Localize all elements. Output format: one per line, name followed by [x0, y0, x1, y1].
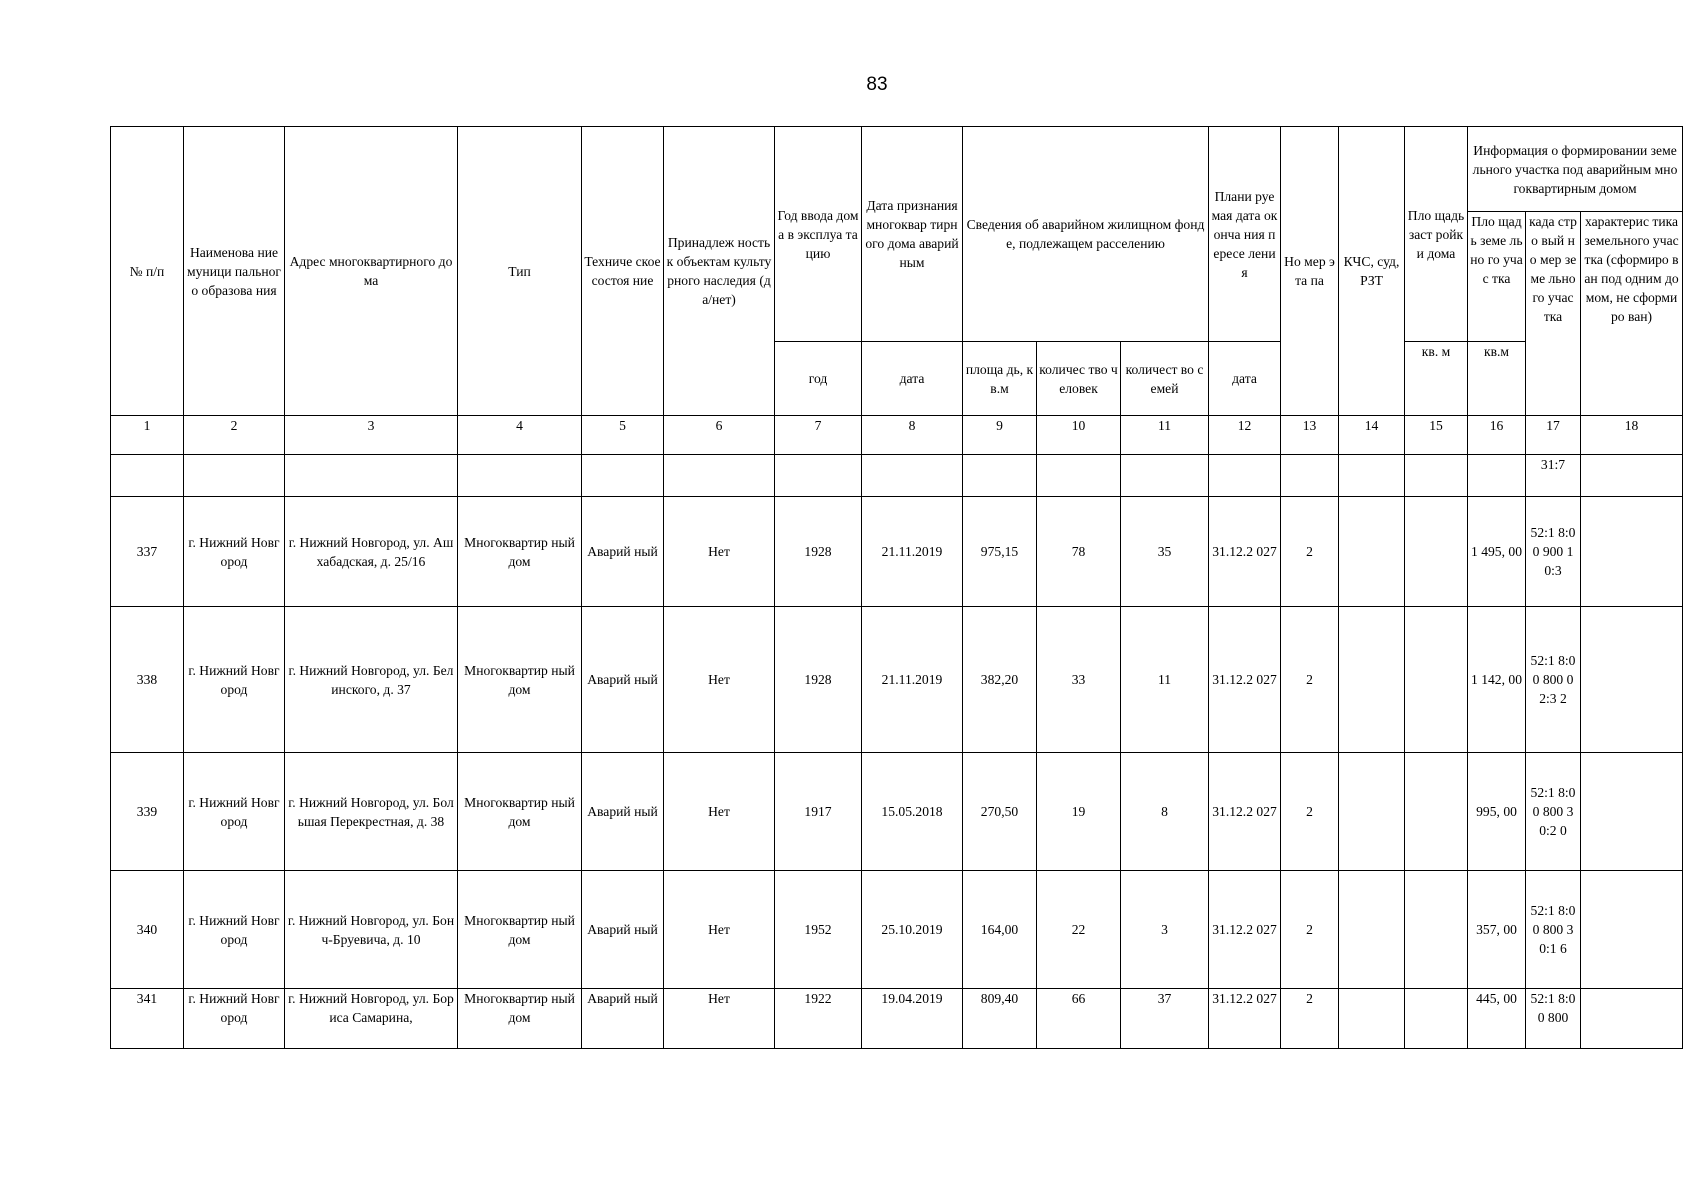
cell-area: 270,50 — [963, 753, 1037, 871]
table-body — [111, 455, 1683, 1049]
col-number: 17 — [1526, 416, 1581, 455]
cell-area: 809,40 — [963, 989, 1037, 1049]
cell-stage: 2 — [1281, 871, 1339, 989]
column-numbers-row — [111, 416, 1683, 455]
table-row — [111, 871, 1683, 989]
cell-municipality: г. Нижний Новгород — [184, 607, 285, 753]
cell-address: г. Нижний Новгород, ул. Бориса Самарина, — [285, 989, 458, 1049]
cell-state: Аварий ный — [582, 497, 664, 607]
cell-year: 1917 — [775, 753, 862, 871]
cell-kchs — [1339, 989, 1405, 1049]
table-row — [111, 753, 1683, 871]
header-sub-date: дата — [862, 342, 963, 416]
cell-heritage: Нет — [664, 497, 775, 607]
col-number: 9 — [963, 416, 1037, 455]
cell-land-char — [1581, 607, 1683, 753]
table-row — [111, 497, 1683, 607]
cell-land-area: 1 142, 00 — [1468, 607, 1526, 753]
cell-kchs — [1339, 753, 1405, 871]
header-municipality: Наименова ние муници пального образова ния — [184, 127, 285, 416]
cell-type: Многоквартир ный дом — [458, 607, 582, 753]
cell-date: 19.04.2019 — [862, 989, 963, 1049]
cell-land-char — [1581, 753, 1683, 871]
header-land-info: Информация о формировании земельного участка под аварийным многоквартирным домом — [1468, 127, 1683, 212]
col-number: 16 — [1468, 416, 1526, 455]
header-number: № п/п — [111, 127, 184, 416]
table-row — [111, 989, 1683, 1049]
header-planned-date: Плани руемая дата оконча ния пересе ления — [1209, 127, 1281, 342]
col-number: 2 — [184, 416, 285, 455]
cell-municipality: г. Нижний Новгород — [184, 753, 285, 871]
cell-cadastral: 52:1 8:00 800 30:2 0 — [1526, 753, 1581, 871]
cell-land-char — [1581, 989, 1683, 1049]
header-date-emergency: Дата признания многоквар тирного дома аварийным — [862, 127, 963, 342]
cell-heritage: Нет — [664, 989, 775, 1049]
cell-cadastral: 52:1 8:00 800 — [1526, 989, 1581, 1049]
cell-number: 337 — [111, 497, 184, 607]
cell-people: 78 — [1037, 497, 1121, 607]
cell-families: 3 — [1121, 871, 1209, 989]
cell-kchs — [1339, 607, 1405, 753]
cell-municipality: г. Нижний Новгород — [184, 871, 285, 989]
cell-planned: 31.12.2 027 — [1209, 497, 1281, 607]
col-number: 8 — [862, 416, 963, 455]
cell-municipality: г. Нижний Новгород — [184, 989, 285, 1049]
cell-heritage: Нет — [664, 607, 775, 753]
cell-people: 19 — [1037, 753, 1121, 871]
header-heritage: Принадлеж ность к объектам культурного наследия (да/нет) — [664, 127, 775, 416]
cell-planned: 31.12.2 027 — [1209, 753, 1281, 871]
continuation-row — [111, 455, 1683, 497]
col-number: 7 — [775, 416, 862, 455]
cell-stage: 2 — [1281, 497, 1339, 607]
cell-stage: 2 — [1281, 753, 1339, 871]
cell-year: 1928 — [775, 607, 862, 753]
cell-date: 21.11.2019 — [862, 497, 963, 607]
col-number: 11 — [1121, 416, 1209, 455]
cell-area: 975,15 — [963, 497, 1037, 607]
header-sub-area: площа дь, кв.м — [963, 342, 1037, 416]
header-land-characteristic: характерис тика земельного участка (сформиро ван под одним домом, не сформиро ван) — [1581, 212, 1683, 416]
cell-cadastral: 52:1 8:00 900 10:3 — [1526, 497, 1581, 607]
cell-built-area — [1405, 753, 1468, 871]
cell-land-char — [1581, 497, 1683, 607]
cell-people: 33 — [1037, 607, 1121, 753]
cell-year: 1952 — [775, 871, 862, 989]
cell-built-area — [1405, 871, 1468, 989]
cell-number: 341 — [111, 989, 184, 1049]
cell-address: г. Нижний Новгород, ул. Белинского, д. 37 — [285, 607, 458, 753]
header-sub-people: количес тво человек — [1037, 342, 1121, 416]
cell-cadastral: 52:1 8:00 800 30:1 6 — [1526, 871, 1581, 989]
col-number: 10 — [1037, 416, 1121, 455]
cell-land-char — [1581, 871, 1683, 989]
header-sub-year: год — [775, 342, 862, 416]
cell-year: 1922 — [775, 989, 862, 1049]
header-sub-families: количест во семей — [1121, 342, 1209, 416]
cell-type: Многоквартир ный дом — [458, 871, 582, 989]
cell-number: 339 — [111, 753, 184, 871]
col-number: 1 — [111, 416, 184, 455]
cell-date: 15.05.2018 — [862, 753, 963, 871]
col-number: 12 — [1209, 416, 1281, 455]
header-housing-fund: Сведения об аварийном жилищном фонде, подлежащем расселению — [963, 127, 1209, 342]
cell-planned: 31.12.2 027 — [1209, 871, 1281, 989]
col-number: 6 — [664, 416, 775, 455]
cell-area: 382,20 — [963, 607, 1037, 753]
cell-address: г. Нижний Новгород, ул. Бонч-Бруевича, д. 10 — [285, 871, 458, 989]
cell-built-area — [1405, 497, 1468, 607]
col-number: 14 — [1339, 416, 1405, 455]
cell-land-area: 995, 00 — [1468, 753, 1526, 871]
cell-address: г. Нижний Новгород, ул. Большая Перекрестная, д. 38 — [285, 753, 458, 871]
header-cadastral: када стро вый но мер земе льно го учас тка — [1526, 212, 1581, 416]
cell-kchs — [1339, 871, 1405, 989]
cell-kchs — [1339, 497, 1405, 607]
header-kchs: КЧС, суд, РЗТ — [1339, 127, 1405, 416]
col-number: 13 — [1281, 416, 1339, 455]
header-technical-state: Техниче ское состоя ние — [582, 127, 664, 416]
header-unit-land: кв.м — [1468, 342, 1526, 416]
cell-date: 21.11.2019 — [862, 607, 963, 753]
cell-state: Аварий ный — [582, 871, 664, 989]
table-header — [111, 127, 1683, 455]
col-number: 18 — [1581, 416, 1683, 455]
cell-stage: 2 — [1281, 989, 1339, 1049]
cell-people: 66 — [1037, 989, 1121, 1049]
cell-type: Многоквартир ный дом — [458, 989, 582, 1049]
header-unit-built: кв. м — [1405, 342, 1468, 416]
cell-area: 164,00 — [963, 871, 1037, 989]
header-address: Адрес многоквартирного дома — [285, 127, 458, 416]
header-built-area: Пло щадь заст ройки дома — [1405, 127, 1468, 342]
col-number: 3 — [285, 416, 458, 455]
page-number: 83 — [866, 74, 888, 95]
cell-planned: 31.12.2 027 — [1209, 607, 1281, 753]
cell-stage: 2 — [1281, 607, 1339, 753]
cell-state: Аварий ный — [582, 989, 664, 1049]
cell-municipality: г. Нижний Новгород — [184, 497, 285, 607]
cell-number: 338 — [111, 607, 184, 753]
cell-type: Многоквартир ный дом — [458, 753, 582, 871]
table-row — [111, 607, 1683, 753]
header-year-commissioned: Год ввода дома в эксплуа тацию — [775, 127, 862, 342]
cell-heritage: Нет — [664, 871, 775, 989]
cell-built-area — [1405, 607, 1468, 753]
cell-type: Многоквартир ный дом — [458, 497, 582, 607]
col-number: 15 — [1405, 416, 1468, 455]
cell-families: 37 — [1121, 989, 1209, 1049]
cell-families: 35 — [1121, 497, 1209, 607]
cell-heritage: Нет — [664, 753, 775, 871]
cell-families: 8 — [1121, 753, 1209, 871]
header-stage: Но мер эта па — [1281, 127, 1339, 416]
cell-built-area — [1405, 989, 1468, 1049]
cell-cadastral: 52:1 8:00 800 02:3 2 — [1526, 607, 1581, 753]
col-number: 5 — [582, 416, 664, 455]
cell-state: Аварий ный — [582, 607, 664, 753]
cell-families: 11 — [1121, 607, 1209, 753]
header-land-area: Пло щадь земе льно го учас тка — [1468, 212, 1526, 342]
col-number: 4 — [458, 416, 582, 455]
emergency-housing-table — [110, 126, 1683, 1049]
cell-land-area: 357, 00 — [1468, 871, 1526, 989]
cell-address: г. Нижний Новгород, ул. Ашхабадская, д. 25/16 — [285, 497, 458, 607]
cell-land-area: 1 495, 00 — [1468, 497, 1526, 607]
cell-year: 1928 — [775, 497, 862, 607]
cell-planned: 31.12.2 027 — [1209, 989, 1281, 1049]
continuation-cadastral: 31:7 — [1526, 455, 1581, 497]
cell-land-area: 445, 00 — [1468, 989, 1526, 1049]
header-type: Тип — [458, 127, 582, 416]
cell-state: Аварий ный — [582, 753, 664, 871]
cell-date: 25.10.2019 — [862, 871, 963, 989]
cell-number: 340 — [111, 871, 184, 989]
header-sub-date2: дата — [1209, 342, 1281, 416]
cell-people: 22 — [1037, 871, 1121, 989]
